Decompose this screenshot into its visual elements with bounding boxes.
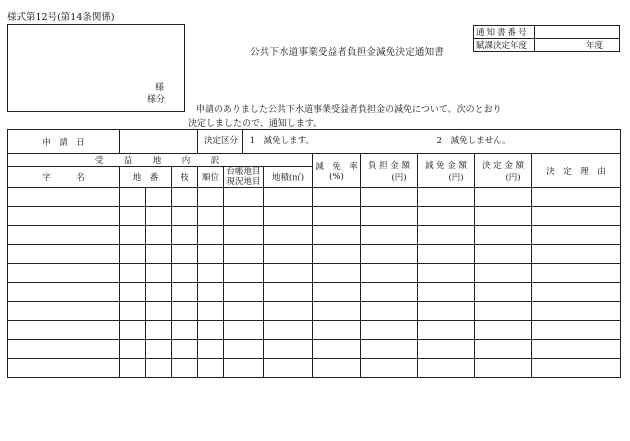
table-cell[interactable] (264, 321, 313, 340)
table-cell[interactable] (264, 302, 313, 321)
table-cell[interactable] (264, 264, 313, 283)
rank-header: 順位 (198, 167, 224, 188)
table-cell[interactable] (146, 264, 172, 283)
lot-number-header: 地 番 (120, 167, 172, 188)
table-cell[interactable] (224, 264, 264, 283)
table-cell[interactable] (313, 302, 361, 321)
table-row (8, 245, 621, 264)
aza-name-header: 字 名 (8, 167, 120, 188)
table-cell[interactable] (264, 283, 313, 302)
table-cell[interactable] (224, 226, 264, 245)
application-date-label: 申 請 日 (8, 130, 120, 154)
table-cell[interactable] (361, 207, 418, 226)
table-cell[interactable] (313, 245, 361, 264)
table-cell[interactable] (172, 226, 198, 245)
table-cell[interactable] (313, 207, 361, 226)
table-cell[interactable] (120, 188, 146, 207)
table-cell[interactable] (532, 245, 621, 264)
table-cell[interactable] (8, 321, 120, 340)
table-cell[interactable] (361, 283, 418, 302)
table-cell[interactable] (313, 264, 361, 283)
table-cell[interactable] (172, 245, 198, 264)
table-cell[interactable] (198, 340, 224, 359)
decision-amount-header: 決 定 金 額 (円) (475, 154, 532, 188)
table-row (8, 283, 621, 302)
table-cell[interactable] (418, 188, 475, 207)
table-cell[interactable] (120, 207, 146, 226)
table-cell[interactable] (361, 321, 418, 340)
application-date-field[interactable] (120, 130, 198, 154)
table-cell[interactable] (198, 321, 224, 340)
table-cell[interactable] (8, 188, 120, 207)
table-cell[interactable] (475, 302, 532, 321)
table-cell[interactable] (264, 226, 313, 245)
notice-info-table (473, 25, 620, 52)
table-cell[interactable] (120, 245, 146, 264)
decision-type-row (198, 130, 621, 154)
decision-option-not-reduce[interactable]: 2 減免しません。 (436, 136, 511, 146)
reduction-amount-header: 減 免 金 額 (円) (418, 154, 475, 188)
table-cell[interactable] (172, 264, 198, 283)
table-cell[interactable] (224, 207, 264, 226)
table-cell[interactable] (418, 321, 475, 340)
table-cell[interactable] (475, 283, 532, 302)
table-cell[interactable] (8, 226, 120, 245)
table-cell[interactable] (313, 359, 361, 378)
table-cell[interactable] (313, 321, 361, 340)
table-cell[interactable] (361, 245, 418, 264)
table-cell[interactable] (172, 302, 198, 321)
table-cell[interactable] (475, 226, 532, 245)
table-cell[interactable] (418, 264, 475, 283)
table-row (8, 302, 621, 321)
table-cell[interactable] (313, 226, 361, 245)
table-cell[interactable] (475, 188, 532, 207)
benefit-land-table (7, 129, 621, 378)
table-cell[interactable] (146, 359, 172, 378)
table-cell[interactable] (120, 302, 146, 321)
table-cell[interactable] (224, 188, 264, 207)
table-cell[interactable] (361, 302, 418, 321)
table-cell[interactable] (198, 302, 224, 321)
table-cell[interactable] (418, 283, 475, 302)
table-cell[interactable] (120, 359, 146, 378)
table-cell[interactable] (418, 302, 475, 321)
table-cell[interactable] (532, 283, 621, 302)
table-row (8, 264, 621, 283)
table-cell[interactable] (264, 359, 313, 378)
table-cell[interactable] (146, 188, 172, 207)
table-cell[interactable] (313, 188, 361, 207)
table-cell[interactable] (198, 359, 224, 378)
table-cell[interactable] (418, 359, 475, 378)
table-cell[interactable] (198, 264, 224, 283)
document-title: 公共下水道事業受益者負担金減免決定通知書 (250, 47, 445, 58)
table-row (8, 207, 621, 226)
table-cell[interactable] (146, 207, 172, 226)
decision-type-label: 決定区分 (198, 130, 243, 153)
body-text-line1: 申請のありました公共下水道事業受益者負担金の減免について、次のとおり (196, 105, 502, 115)
table-cell[interactable] (198, 283, 224, 302)
table-cell[interactable] (264, 340, 313, 359)
table-cell[interactable] (264, 188, 313, 207)
table-cell[interactable] (532, 207, 621, 226)
table-row (8, 188, 621, 207)
table-cell[interactable] (8, 283, 120, 302)
table-cell[interactable] (146, 226, 172, 245)
table-cell[interactable] (532, 302, 621, 321)
table-cell[interactable] (264, 207, 313, 226)
table-cell[interactable] (264, 245, 313, 264)
decision-reason-header: 決 定 理 由 (532, 154, 621, 188)
table-row (8, 321, 621, 340)
table-cell[interactable] (172, 207, 198, 226)
table-row (8, 359, 621, 378)
body-text-line2: 決定しましたので、通知します。 (188, 119, 323, 129)
table-cell[interactable] (361, 359, 418, 378)
table-cell[interactable] (532, 321, 621, 340)
table-cell[interactable] (224, 340, 264, 359)
table-cell[interactable] (475, 359, 532, 378)
table-cell[interactable] (120, 264, 146, 283)
table-cell[interactable] (8, 340, 120, 359)
table-cell[interactable] (224, 359, 264, 378)
table-cell[interactable] (146, 340, 172, 359)
decision-option-reduce[interactable]: 1 減免します。 (249, 136, 314, 146)
table-cell[interactable] (475, 264, 532, 283)
benefit-land-breakdown-header: 受 益 地 内 訳 (8, 154, 313, 167)
table-cell[interactable] (361, 340, 418, 359)
table-cell[interactable] (146, 302, 172, 321)
table-cell[interactable] (224, 302, 264, 321)
table-cell[interactable] (418, 245, 475, 264)
table-cell[interactable] (475, 245, 532, 264)
burden-amount-header: 負 担 金 額 (円) (361, 154, 418, 188)
table-cell[interactable] (172, 321, 198, 340)
table-cell[interactable] (224, 245, 264, 264)
table-cell[interactable] (475, 340, 532, 359)
table-cell[interactable] (198, 226, 224, 245)
table-cell[interactable] (8, 264, 120, 283)
table-cell[interactable] (172, 188, 198, 207)
table-cell[interactable] (418, 340, 475, 359)
table-cell[interactable] (172, 340, 198, 359)
table-cell[interactable] (475, 321, 532, 340)
fiscal-year-label: 賦課決定年度 (474, 39, 535, 52)
table-cell[interactable] (8, 359, 120, 378)
table-cell[interactable] (120, 321, 146, 340)
table-row (8, 226, 621, 245)
form-number: 様式第12号(第14条関係) (7, 12, 115, 23)
table-cell[interactable] (224, 283, 264, 302)
table-cell[interactable] (532, 226, 621, 245)
area-header: 地積(㎡) (264, 167, 313, 188)
table-cell[interactable] (361, 264, 418, 283)
table-cell[interactable] (532, 359, 621, 378)
table-cell[interactable] (532, 264, 621, 283)
table-cell[interactable] (198, 245, 224, 264)
addressee-honorific-portion: 様分 (147, 95, 166, 105)
table-cell[interactable] (146, 283, 172, 302)
table-cell[interactable] (146, 245, 172, 264)
table-cell[interactable] (198, 207, 224, 226)
table-cell[interactable] (361, 188, 418, 207)
reduction-rate-header: 減 免 率 (%) (313, 154, 361, 188)
notice-number-label: 通知書番号 (474, 26, 535, 39)
land-category-header: 台帳地目 現況地目 (224, 167, 264, 188)
table-cell[interactable] (120, 340, 146, 359)
table-cell[interactable] (313, 283, 361, 302)
table-cell[interactable] (120, 283, 146, 302)
table-cell[interactable] (198, 188, 224, 207)
table-cell[interactable] (532, 340, 621, 359)
table-cell[interactable] (532, 188, 621, 207)
table-row (8, 340, 621, 359)
table-cell[interactable] (361, 226, 418, 245)
branch-header: 枝 (172, 167, 198, 188)
addressee-honorific: 様 (155, 83, 165, 93)
table-cell[interactable] (224, 321, 264, 340)
data-rows (8, 188, 621, 378)
notice-number-field[interactable] (535, 26, 620, 39)
table-cell[interactable] (8, 302, 120, 321)
table-cell[interactable] (475, 207, 532, 226)
table-cell[interactable] (8, 245, 120, 264)
table-cell[interactable] (418, 226, 475, 245)
table-cell[interactable] (418, 207, 475, 226)
table-cell[interactable] (172, 283, 198, 302)
table-cell[interactable] (146, 321, 172, 340)
table-cell[interactable] (120, 226, 146, 245)
table-cell[interactable] (313, 340, 361, 359)
table-cell[interactable] (8, 207, 120, 226)
fiscal-year-field[interactable]: 年度 (535, 39, 620, 52)
table-cell[interactable] (172, 359, 198, 378)
